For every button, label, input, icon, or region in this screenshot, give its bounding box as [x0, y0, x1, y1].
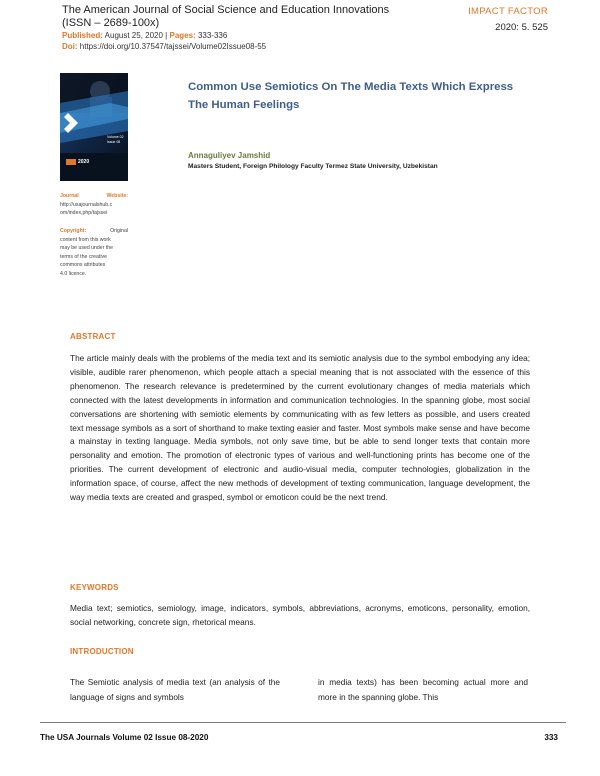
published-date: August 25, 2020 [102, 31, 163, 40]
pages-label: Pages: [169, 31, 196, 40]
cover-volume: Volume 02 [107, 135, 124, 139]
journal-issn: (ISSN – 2689-100x) [62, 17, 160, 29]
impact-factor-value: 2020: 5. 525 [495, 22, 548, 33]
copyright-line: 4.0 licence. [60, 270, 87, 277]
footer-divider [40, 722, 566, 723]
pages-range: 333-336 [195, 31, 228, 40]
cover-year: 2020 [78, 159, 90, 165]
introduction-column-1: The Semiotic analysis of media text (an analysis of the language of signs and symbols [70, 677, 280, 702]
article-title-line-2: The Human Feelings [188, 99, 300, 111]
copyright-word: Original [110, 228, 128, 234]
copyright-line: commons attributes [60, 262, 106, 269]
copyright-block [60, 227, 128, 279]
author-name: Annaguliyev Jamshid [188, 151, 271, 160]
copyright-line: terms of the creative [60, 253, 107, 260]
footer-journal-issue: The USA Journals Volume 02 Issue 08-2020 [40, 733, 209, 742]
website-label-row [60, 192, 128, 201]
copyright-line: content from this work [60, 236, 111, 243]
doi-label: Doi: [62, 42, 78, 51]
copyright-label: Copyright: [60, 228, 87, 234]
article-title [188, 78, 548, 114]
introduction-column-2: in media texts) has been becoming actual more and more in the spanning globe. This [318, 677, 528, 702]
separator: | [162, 31, 170, 40]
website-url-2[interactable]: om/index,php/tajssei [60, 210, 108, 217]
journal-cover-image [60, 73, 128, 181]
cover-issue: Issue 08 [107, 140, 121, 144]
journal-name: The American Journal of Social Science and Education Innovations [62, 4, 390, 16]
abstract-heading: ABSTRACT [70, 332, 116, 341]
doi-link[interactable]: https://doi.org/10.37547/tajssei/Volume02Issue08-55 [77, 42, 267, 51]
journal-website-block [60, 192, 128, 218]
publication-info [62, 31, 227, 41]
keywords-heading: KEYWORDS [70, 583, 119, 592]
cover-artwork [60, 73, 128, 181]
doi-line [62, 42, 266, 52]
author-affiliation: Masters Student, Foreign Philology Faculty Termez State University, Uzbekistan [188, 163, 438, 170]
abstract-text: The article mainly deals with the problems of the media text and its semiotic analysis due to the symbol embodying any idea; visible, audible rarer phenomenon, which people attach a special meaning that is not associated with the essence of this phenomenon. The research relevance is predetermined by the current evolutionary changes of media materials which connected with the latest developments in information and communication technologies. In the spanning globe, most social conversations are shortening with semiotic elements by communicating with as few letters as possible, and users created text message symbols as a sort of shorthand to make texting easier and faster. Most symbols make sense and have become a mainstay in texting language. Media symbols, not only save time, but be able to send longer texts that contain more personality and emotion. The promotion of electronic types of various and well-functioning prints has become one of the priorities. The current development of electronic and audio-visual media, computer technologies, globalization in the information space, of course, affect the new methods of development of texting communication, language development, the way media texts are created and grasped, symbol or emoticon could be the next trend. [70, 353, 530, 503]
published-label: Published: [62, 31, 103, 40]
website-label: Journal [60, 193, 79, 199]
copyright-label-row [60, 227, 128, 236]
website-url-1[interactable]: http://usajournalshub.c [60, 201, 113, 208]
copyright-line: may be used under the [60, 245, 114, 252]
website-label-2: Website: [106, 193, 128, 199]
page-number: 333 [544, 733, 558, 742]
article-title-line-1: Common Use Semiotics On The Media Texts Which Express [188, 81, 514, 93]
introduction-heading: INTRODUCTION [70, 647, 134, 656]
impact-factor-label: IMPACT FACTOR [468, 6, 548, 17]
keywords-text: Media text; semiotics, semiology, image, indicators, symbols, abbreviations, acronyms, emoticons, personality, emotion, social networking, concrete sign, rhetorical means. [70, 603, 530, 627]
